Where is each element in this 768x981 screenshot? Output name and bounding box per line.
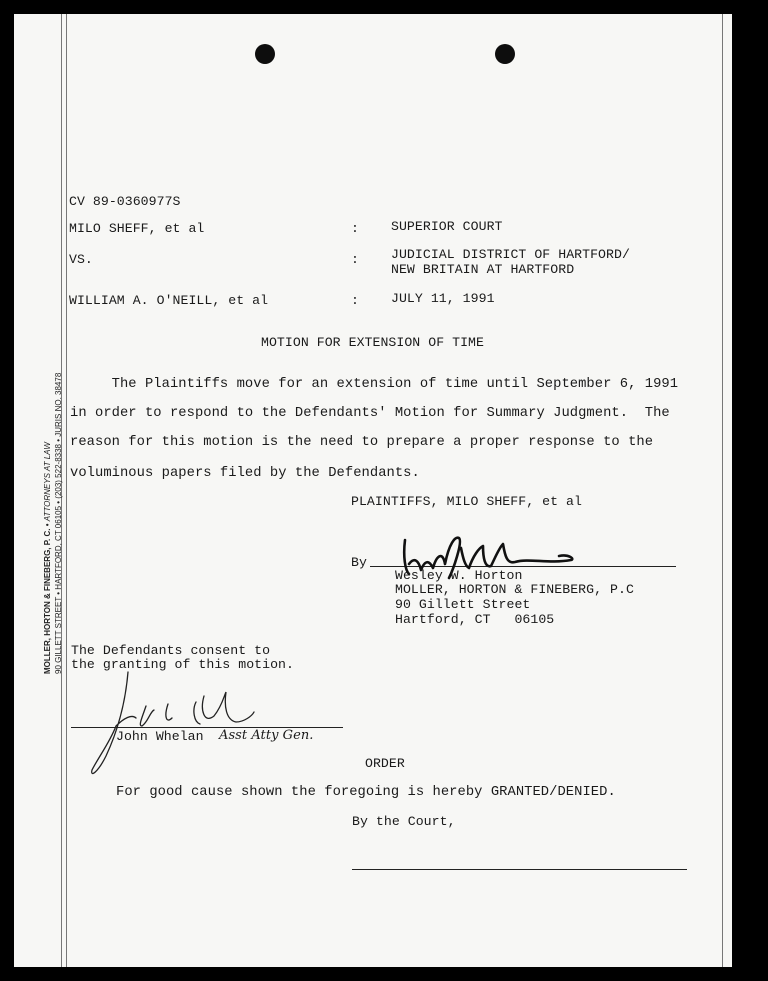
consent-signer: John Whelan — [116, 729, 204, 744]
order-heading: ORDER — [365, 756, 405, 771]
firm-city: Hartford, CT 06105 — [395, 612, 555, 627]
consent-line-1: The Defendants consent to — [71, 643, 271, 658]
plaintiff-name: MILO SHEFF, et al — [69, 221, 205, 236]
consent-title-handwritten: Asst Atty Gen. — [219, 728, 314, 743]
motion-title: MOTION FOR EXTENSION OF TIME — [261, 335, 484, 350]
caption-separator: : — [351, 252, 359, 267]
by-label: By — [351, 555, 367, 570]
case-number: CV 89-0360977S — [69, 194, 181, 209]
punch-hole-left — [255, 44, 275, 64]
sidebar-address: 90 GILLETT STREET • HARTFORD, CT 06105 • (203) 522-8338 • JURIS NO. 38478 — [54, 372, 63, 674]
punch-hole-right — [495, 44, 515, 64]
motion-body-line: The Plaintiffs move for an extension of time until September 6, 1991 — [70, 377, 679, 392]
by-the-court: By the Court, — [352, 814, 456, 829]
court-name: SUPERIOR COURT — [391, 219, 503, 234]
versus: VS. — [69, 252, 93, 267]
firm-street: 90 Gillett Street — [395, 597, 531, 612]
signer-name: Wesley W. Horton — [395, 568, 523, 583]
margin-line-inner — [66, 14, 67, 967]
filing-date: JULY 11, 1991 — [391, 291, 495, 306]
plaintiffs-signoff: PLAINTIFFS, MILO SHEFF, et al — [351, 494, 582, 509]
district-line-1: JUDICIAL DISTRICT OF HARTFORD/ — [391, 247, 630, 262]
firm-sidebar: MOLLER, HORTON & FINEBERG, P. C. • ATTORNEYS AT LAW 90 GILLETT STREET • HARTFORD, CT 06105 • (203) 522-8338 • JURIS NO. 38478 — [42, 314, 64, 674]
document-page — [14, 14, 732, 967]
caption-separator: : — [351, 221, 359, 236]
order-text: For good cause shown the foregoing is hereby GRANTED/DENIED. — [116, 785, 616, 800]
consent-line-2: the granting of this motion. — [71, 657, 294, 672]
margin-line-right — [722, 14, 723, 967]
sidebar-firm: MOLLER, HORTON & FINEBERG, P. C. — [43, 528, 52, 674]
firm-name: MOLLER, HORTON & FINEBERG, P.C — [395, 582, 634, 597]
district-line-2: NEW BRITAIN AT HARTFORD — [391, 262, 575, 277]
court-signature-line — [352, 869, 687, 870]
defendant-name: WILLIAM A. O'NEILL, et al — [69, 293, 269, 308]
caption-separator: : — [351, 293, 359, 308]
motion-body-line: in order to respond to the Defendants' Motion for Summary Judgment. The — [70, 406, 670, 421]
sidebar-role: ATTORNEYS AT LAW — [43, 442, 52, 522]
motion-body-line: voluminous papers filed by the Defendants. — [70, 466, 420, 481]
motion-body-line: reason for this motion is the need to prepare a proper response to the — [70, 435, 654, 450]
